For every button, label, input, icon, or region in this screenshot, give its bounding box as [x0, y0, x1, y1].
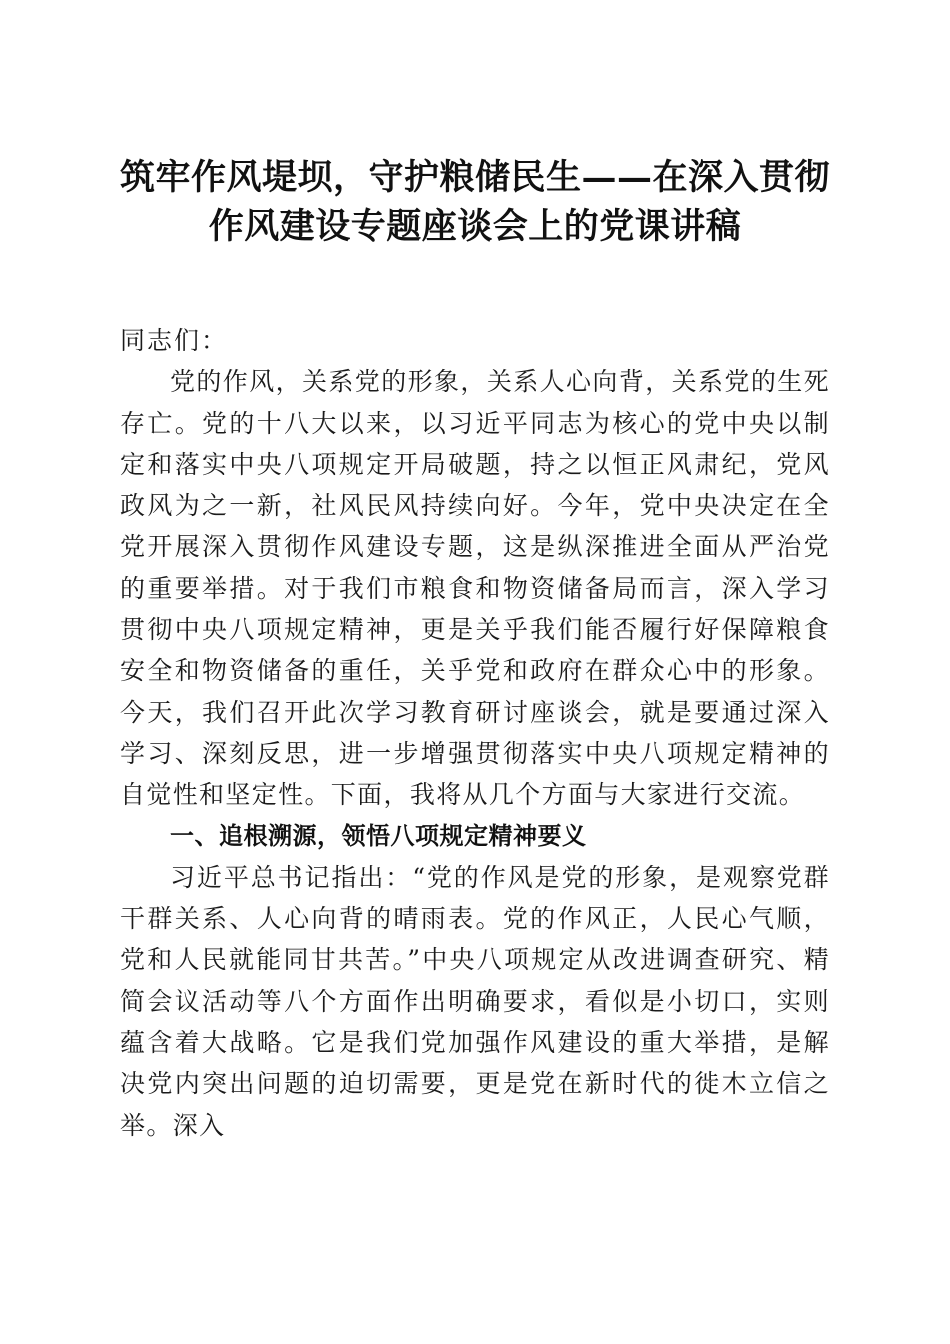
- greeting: 同志们：: [120, 326, 229, 355]
- title-line-2: 作风建设专题座谈会上的党课讲稿: [208, 206, 742, 247]
- document-title: [90, 153, 860, 251]
- section-heading-1: 一、追根溯源，领悟八项规定精神要义: [170, 821, 587, 850]
- title-line-1: 筑牢作风堤坝，守护粮储民生——在深入贯彻: [119, 157, 830, 198]
- paragraph-intro: 党的作风，关系党的形象，关系人心向背，关系党的生死存亡。党的十八大以来，以习近平同志为核心的党中央以制定和落实中央八项规定开局破题，持之以恒正风肃纪，党风政风为之一新，社风民风持续向好。今年，党中央决定在全党开展深入贯彻作风建设专题，这是纵深推进全面从严治党的重要举措。对于我们市粮食和物资储备局而言，深入学习贯彻中央八项规定精神，更是关乎我们能否履行好保障粮食安全和物资储备的重任，关乎党和政府在群众心中的形象。今天，我们召开此次学习教育研讨座谈会，就是要通过深入学习、深刻反思，进一步增强贯彻落实中央八项规定精神的自觉性和坚定性。下面，我将从几个方面与大家进行交流。: [120, 367, 830, 810]
- document-body: [120, 320, 830, 1146]
- paragraph-section-1: 习近平总书记指出：“党的作风是党的形象，是观察党群干群关系、人心向背的晴雨表。党的作风正，人民心气顺，党和人民就能同甘共苦。”中央八项规定从改进调查研究、精简会议活动等八个方面作出明确要求，看似是小切口，实则蕴含着大战略。它是我们党加强作风建设的重大举措，是解决党内突出问题的迫切需要，更是党在新时代的徙木立信之举。深入: [120, 862, 830, 1140]
